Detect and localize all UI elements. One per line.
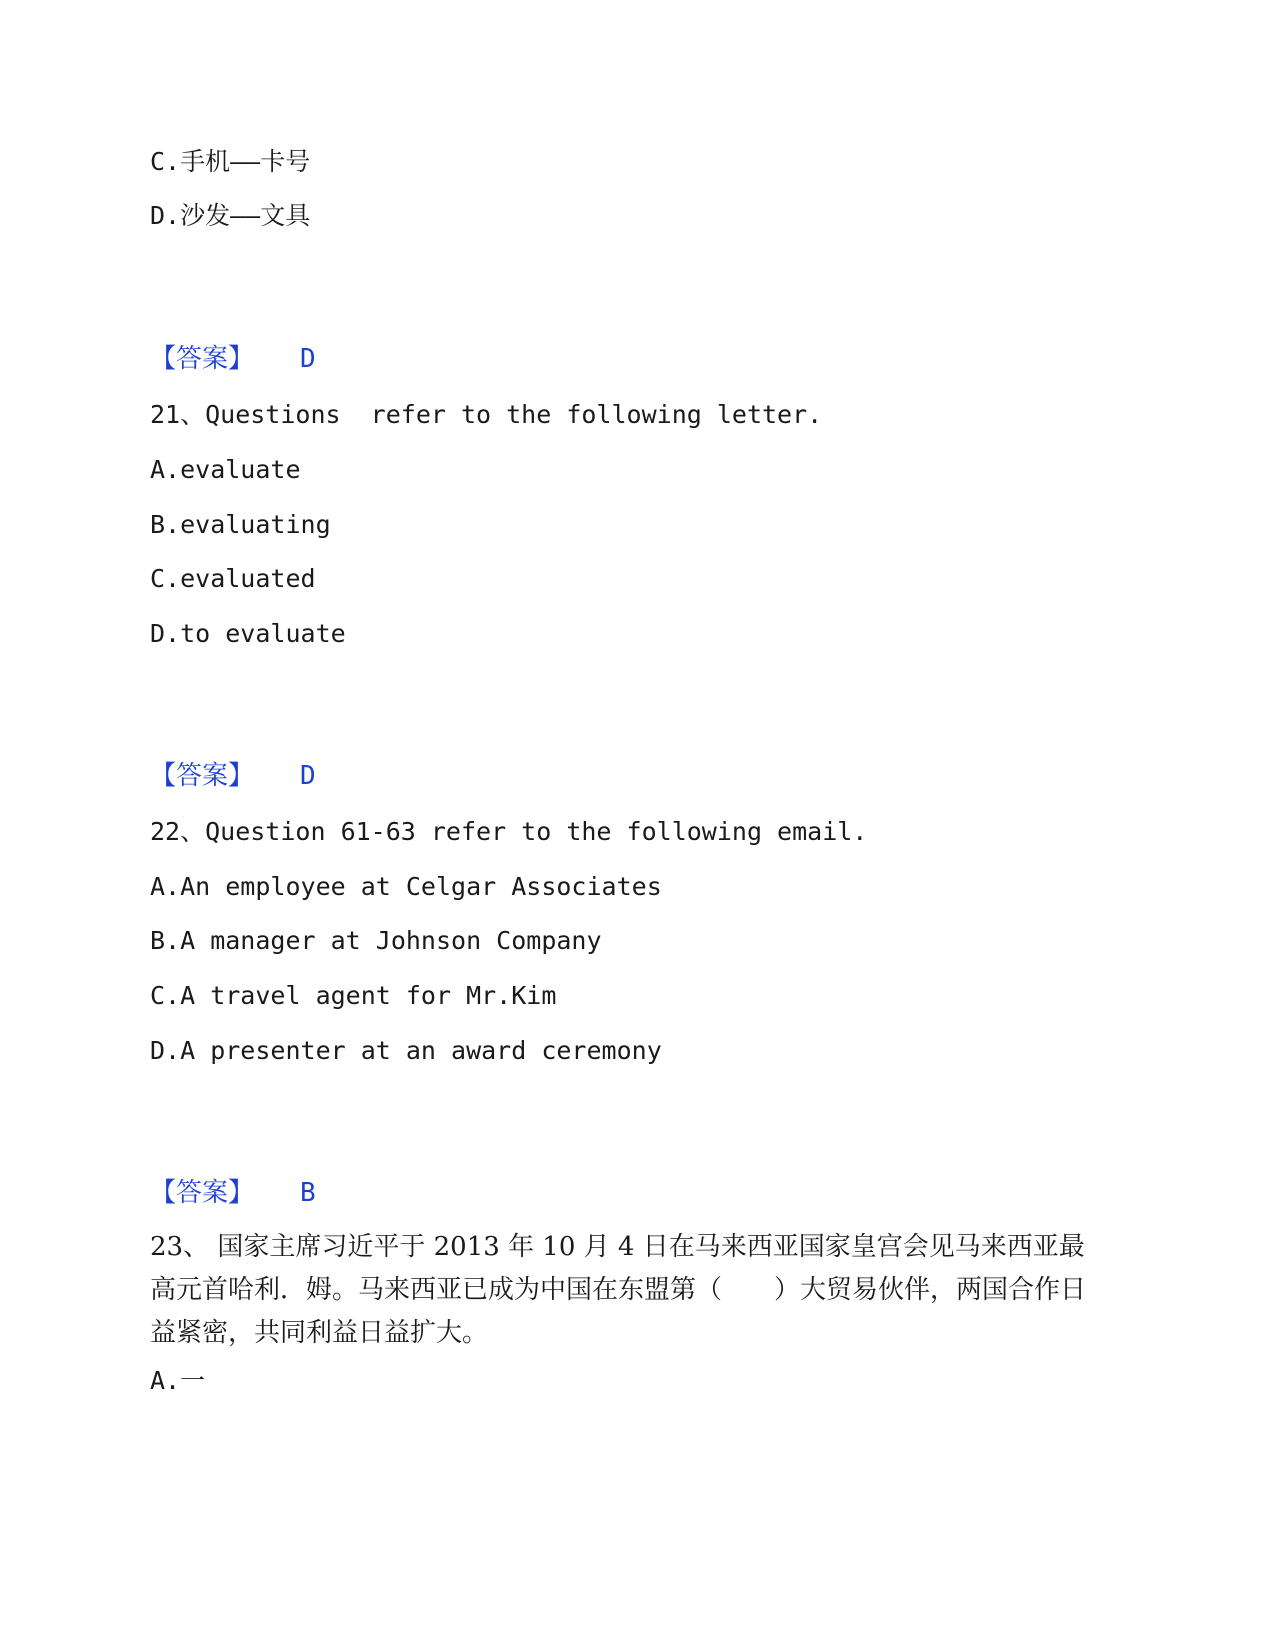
answer-value: D	[300, 344, 316, 374]
answer-label: 【答案】	[150, 761, 255, 791]
q22-option-a: A.An employee at Celgar Associates	[150, 872, 662, 901]
q20-option-d: D.沙发——文具	[150, 201, 311, 230]
q22-stem: 22、Question 61-63 refer to the following email.	[150, 817, 868, 846]
q22-answer	[150, 1178, 316, 1208]
answer-label: 【答案】	[150, 344, 255, 374]
q22-option-c: C.A travel agent for Mr.Kim	[150, 981, 557, 1010]
q21-stem: 21、Questions refer to the following letter.	[150, 400, 823, 429]
q20-option-c: C.手机——卡号	[150, 147, 311, 176]
answer-value: B	[300, 1178, 316, 1208]
answer-value: D	[300, 761, 316, 791]
q21-option-c: C.evaluated	[150, 564, 316, 593]
q21-option-a: A.evaluate	[150, 455, 301, 484]
q23-stem: 23、 国家主席习近平于 2013 年 10 月 4 日在马来西亚国家皇宫会见马来西亚最高元首哈利．姆。马来西亚已成为中国在东盟第（ ）大贸易伙伴，两国合作日益紧密，共同利益日益扩大。	[150, 1232, 1087, 1348]
q23-option-a: A.一	[150, 1366, 206, 1395]
q21-answer	[150, 761, 316, 791]
q22-option-b: B.A manager at Johnson Company	[150, 926, 602, 955]
q21-option-d: D.to evaluate	[150, 619, 346, 648]
q22-option-d: D.A presenter at an award ceremony	[150, 1036, 662, 1065]
q21-option-b: B.evaluating	[150, 510, 331, 539]
q20-answer	[150, 344, 316, 374]
answer-label: 【答案】	[150, 1178, 255, 1208]
